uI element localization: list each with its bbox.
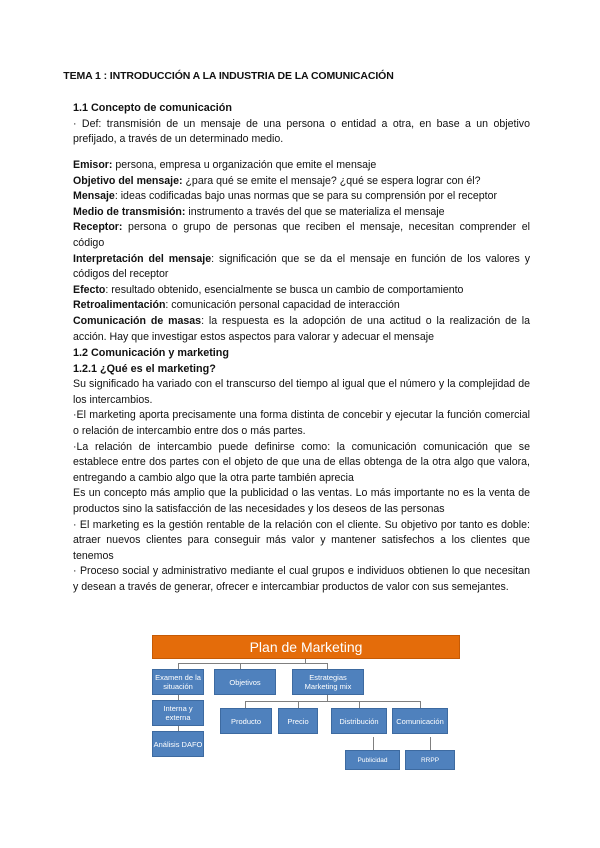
publicidad-box: Publicidad	[345, 750, 400, 770]
paragraph: ·El marketing aporta precisamente una forma distinta de concebir y ejecutar la función comercial o relación de intercambio entre dos o más partes.	[73, 409, 530, 437]
objetivos-box: Objetivos	[214, 669, 276, 695]
section-1	[73, 101, 530, 148]
paragraph: · Proceso social y administrativo mediante el cual grupos e individuos obtienen lo que necesitan y desean a través de generar, ofrecer e intercambiar productos de valor con sus semejantes.	[73, 565, 530, 593]
term-item: Retroalimentación: comunicación personal capacidad de interacción	[73, 299, 400, 312]
producto-box: Producto	[220, 708, 272, 734]
section-1-heading: 1.1 Concepto de comunicación	[73, 102, 232, 114]
connector-line	[373, 737, 374, 750]
section-2-heading: 1.2 Comunicación y marketing	[73, 347, 230, 359]
connector-line	[245, 701, 246, 708]
dafo-box: Análisis DAFO	[152, 731, 204, 757]
precio-box: Precio	[278, 708, 318, 734]
section-2-subheading: 1.2.1 ¿Qué es el marketing?	[73, 362, 216, 375]
terms-list	[73, 158, 530, 345]
connector-line	[359, 701, 360, 708]
connector-line	[420, 701, 421, 708]
term-item: Interpretación del mensaje: significación que se da el mensaje en función de los valores y códigos del receptor	[73, 252, 531, 281]
paragraph: Es un concepto más amplio que la publicidad o las ventas. Lo más importante no es la venta de productos sino la satisfacción de las necesidades y los deseos de las personas	[73, 487, 530, 515]
section-2	[73, 346, 530, 596]
term-item: Efecto: resultado obtenido, esencialmente se busca un cambio de comportamiento	[73, 283, 464, 296]
comunicacion-box: Comunicación	[392, 708, 448, 734]
paragraph: Su significado ha variado con el transcurso del tiempo al igual que el número y la complejidad de los intercambios.	[73, 378, 530, 406]
paragraph: · El marketing es la gestión rentable de la relación con el cliente. Su objetivo por tanto es doble: atraer nuevos clientes para conseguir más valor y mantener satisfechos a los clientes que tenemos	[73, 518, 530, 562]
estrategias-box: Estrategias Marketing mix	[292, 669, 364, 695]
distribucion-box: Distribución	[331, 708, 387, 734]
term-item: Comunicación de masas: la respuesta es la adopción de una actitud o la realización de la acción. Hay que investigar estos aspectos para valorar y adecuar el mensaje	[73, 314, 530, 343]
term-item: Medio de transmisión: instrumento a través del que se materializa el mensaje	[73, 205, 445, 218]
term-item: Objetivo del mensaje: ¿para qué se emite el mensaje? ¿qué se espera lograr con él?	[73, 174, 481, 187]
page-title: TEMA 1 : INTRODUCCIÓN A LA INDUSTRIA DE LA COMUNICACIÓN	[63, 70, 394, 82]
examen-box: Examen de la situación	[152, 669, 204, 695]
paragraph: ·La relación de intercambio puede definirse como: la comunicación comunicación que se establece entre dos partes con el objeto de que una de ellas obtenga de la otra algo que valora, entregando a cambio algo que la otra parte también aprecia	[73, 440, 530, 484]
term-item: Mensaje: ideas codificadas bajo unas normas que se para su comprensión por el receptor	[73, 190, 497, 203]
connector-line	[178, 663, 328, 664]
connector-line	[245, 701, 420, 702]
connector-line	[298, 701, 299, 708]
connector-line	[430, 737, 431, 750]
plan-header-box: Plan de Marketing	[152, 635, 460, 659]
interna-box: Interna y externa	[152, 700, 204, 726]
term-item: Emisor: persona, empresa u organización que emite el mensaje	[73, 159, 377, 171]
term-item: Receptor: persona o grupo de personas que reciben el mensaje, necesitan comprender el código	[73, 221, 530, 249]
definition-text: · Def: transmisión de un mensaje de una persona o entidad a otra, en base a un objetivo prefijado, a través de un determinado medio.	[73, 117, 530, 146]
rrpp-box: RRPP	[405, 750, 455, 770]
